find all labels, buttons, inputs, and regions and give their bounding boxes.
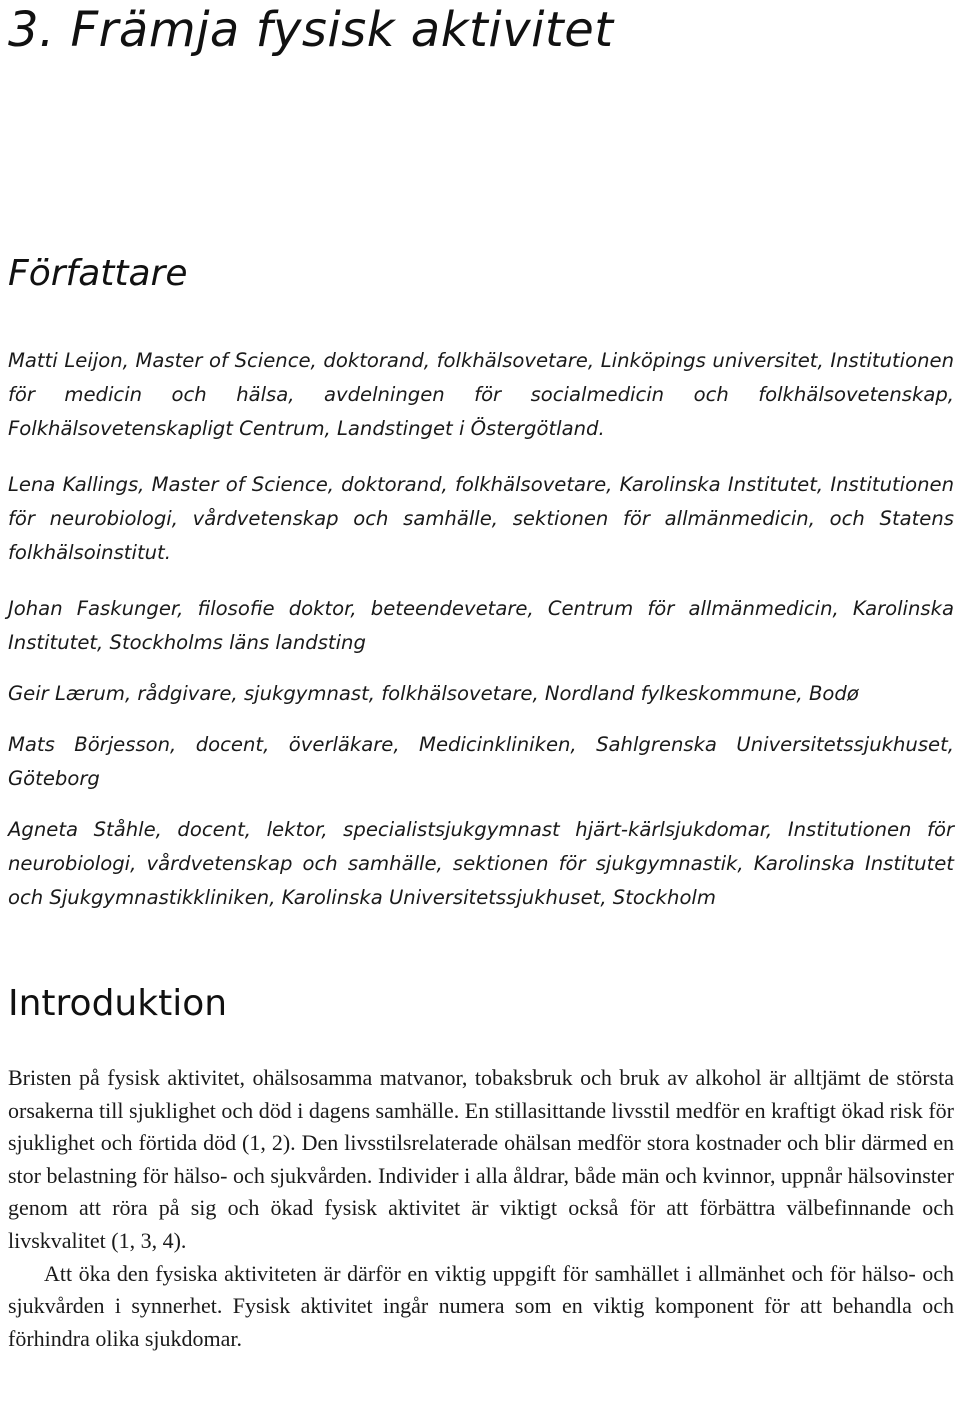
author-entry: Geir Lærum, rådgivare, sjukgymnast, folkhälsovetare, Nordland fylkeskommune, Bodø [8,682,859,705]
introduction-body [8,1062,954,1355]
author-entry: Lena Kallings, Master of Science, doktorand, folkhälsovetare, Karolinska Institutet, Institutionen för neurobiologi, vårdvetenskap och samhälle, sektionen för allmänmedicin, och Statens folkhälsoinstitut. [8,473,954,564]
author-list [8,344,954,932]
introduction-heading: Introduktion [8,983,228,1024]
author-entry: Mats Börjesson, docent, överläkare, Medicinkliniken, Sahlgrenska Universitetssjukhuset, Göteborg [8,733,954,790]
author-entry: Matti Leijon, Master of Science, doktorand, folkhälsovetare, Linköpings universitet, Institutionen för medicin och hälsa, avdelningen för socialmedicin och folkhälsovetenskap, Folkhälsovetenskapligt Centrum, Landstinget i Östergötland. [8,349,954,440]
authors-heading: Författare [8,253,188,294]
body-paragraph: Att öka den fysiska aktiviteten är därför en viktig uppgift för samhället i allmänhet och för hälso- och sjukvården i synnerhet. Fysisk aktivitet ingår numera som en viktig komponent för att behandla och förhindra olika sjukdomar. [8,1260,954,1351]
author-entry: Agneta Ståhle, docent, lektor, specialistsjukgymnast hjärt-kärlsjukdomar, Institutionen för neurobiologi, vårdvetenskap och samhälle, sektionen för sjukgymnastik, Karolinska Institutet och Sjukgymnastikkliniken, Karolinska Universitetssjukhuset, Stockholm [8,818,954,909]
author-entry: Johan Faskunger, filosofie doktor, beteendevetare, Centrum för allmänmedicin, Karolinska Institutet, Stockholms läns landsting [8,597,954,654]
body-paragraph: Bristen på fysisk aktivitet, ohälsosamma matvanor, tobaksbruk och bruk av alkohol är alltjämt de största orsakerna till sjuklighet och död i dagens samhälle. En stillasittande livsstil medför en kraftigt ökad risk för sjuklighet och förtida död (1, 2). Den livsstilsrelaterade ohälsan medför stora kostnader och blir därmed en stor belastning för hälso- och sjukvården. Individer i alla åldrar, både män och kvinnor, uppnår hälsovinster genom att röra på sig och ökad fysisk aktivitet är viktigt också för att förbättra välbefinnande och livskvalitet (1, 3, 4). [8,1065,954,1253]
chapter-title: 3. Främja fysisk aktivitet [8,2,614,58]
